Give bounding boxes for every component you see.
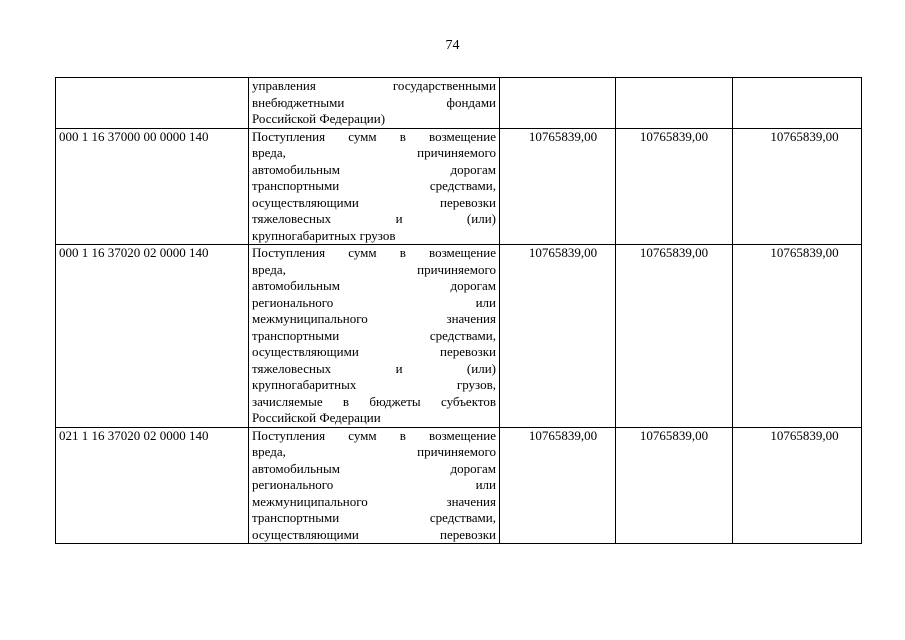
amount-cell: 10765839,00 xyxy=(733,245,862,428)
name-line: автомобильным дорогам xyxy=(252,278,496,293)
table-row xyxy=(56,245,862,428)
name-line: крупногабаритных грузов xyxy=(252,227,396,243)
amount-cell: 10765839,00 xyxy=(733,427,862,544)
name-line: Российской Федерации xyxy=(252,410,381,425)
name-line: зачисляемые в бюджеты субъектов xyxy=(252,393,496,409)
amount-cell: 10765839,00 xyxy=(500,128,616,245)
name-line: транспортными средствами, xyxy=(252,178,496,193)
name-line: Поступления сумм в возмещение xyxy=(252,128,496,144)
name-line: вреда, причиняемого xyxy=(252,145,496,160)
name-line: вреда, причиняемого xyxy=(252,444,496,459)
table-row xyxy=(56,78,862,129)
name-line: Российской Федерации) xyxy=(252,111,386,126)
name-line: управления государственными xyxy=(252,78,496,93)
budget-code-cell: 000 1 16 37000 00 0000 140 xyxy=(56,128,249,245)
revenue-name-cell xyxy=(249,427,500,544)
amount-cell xyxy=(616,78,733,129)
amount-cell xyxy=(733,78,862,129)
name-line: осуществляющими перевозки xyxy=(252,344,496,359)
amount-cell: 10765839,00 xyxy=(500,427,616,544)
amount-cell: 10765839,00 xyxy=(616,245,733,428)
name-line: Поступления сумм в возмещение xyxy=(252,427,496,443)
name-line: транспортными средствами, xyxy=(252,510,496,525)
name-line: межмуниципального значения xyxy=(252,311,496,326)
table-row xyxy=(56,128,862,245)
name-line: внебюджетными фондами xyxy=(252,94,496,110)
budget-code-cell: 021 1 16 37020 02 0000 140 xyxy=(56,427,249,544)
name-line: крупногабаритных грузов, xyxy=(252,377,496,392)
name-line: автомобильным дорогам xyxy=(252,460,496,476)
name-line: тяжеловесных и (или) xyxy=(252,211,496,226)
budget-code-cell: 000 1 16 37020 02 0000 140 xyxy=(56,245,249,428)
name-line: вреда, причиняемого xyxy=(252,261,496,277)
name-line: осуществляющими перевозки xyxy=(252,526,496,542)
revenue-name-cell xyxy=(249,78,500,129)
amount-cell: 10765839,00 xyxy=(616,128,733,245)
table-row xyxy=(56,427,862,544)
revenue-name-cell xyxy=(249,245,500,428)
name-line: регионального или xyxy=(252,294,496,310)
name-line: межмуниципального значения xyxy=(252,493,496,509)
name-line: тяжеловесных и (или) xyxy=(252,360,496,376)
name-line: регионального или xyxy=(252,477,496,492)
name-line: Поступления сумм в возмещение xyxy=(252,245,496,260)
revenue-name-cell xyxy=(249,128,500,245)
amount-cell: 10765839,00 xyxy=(733,128,862,245)
name-line: осуществляющими перевозки xyxy=(252,194,496,210)
amount-cell: 10765839,00 xyxy=(616,427,733,544)
name-line: транспортными средствами, xyxy=(252,327,496,343)
name-line: автомобильным дорогам xyxy=(252,161,496,177)
budget-revenue-table xyxy=(55,77,862,544)
budget-code-cell xyxy=(56,78,249,129)
amount-cell: 10765839,00 xyxy=(500,245,616,428)
amount-cell xyxy=(500,78,616,129)
page-number: 74 xyxy=(445,38,460,53)
